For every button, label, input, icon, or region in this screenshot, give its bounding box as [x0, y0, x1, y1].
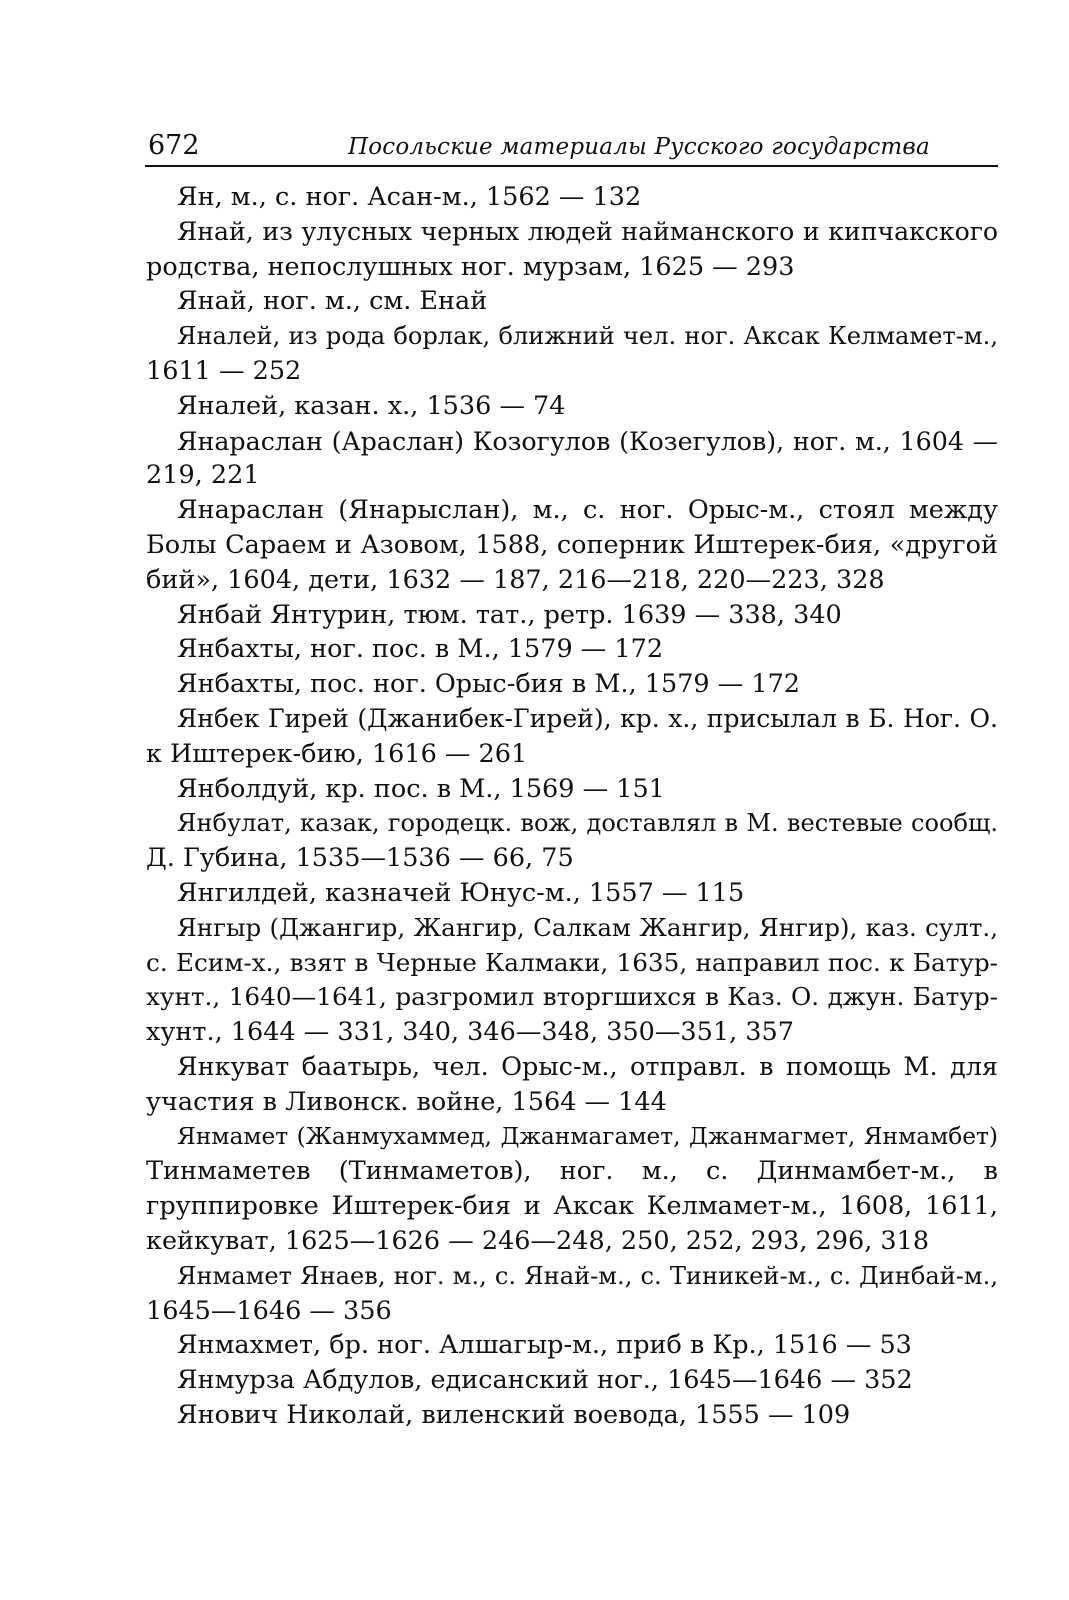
index-entry: [146, 1398, 998, 1433]
index-entry: [146, 806, 998, 876]
entry-line: родства, непослушных ног. мурзам, 1625 — 293: [146, 251, 795, 282]
entry-line: участия в Ливонск. войне, 1564 — 144: [146, 1086, 667, 1117]
entry-line: 1611 — 252: [146, 355, 302, 386]
entry-line: бий», 1604, дети, 1632 — 187, 216—218, 220—223, 328: [146, 564, 885, 595]
index-entry: [146, 1050, 998, 1120]
entry-line: Янбулат, казак, городецк. вож, доставлял в М. вестевые сообщ.: [177, 809, 998, 838]
entry-line: Янай, ног. м., см. Енай: [177, 286, 488, 317]
entry-line: Ян, м., с. ног. Асан-м., 1562 — 132: [177, 182, 642, 212]
entry-line: Яналей, казан. х., 1536 — 74: [177, 390, 566, 421]
index-entry: [146, 772, 998, 807]
index-entry: [146, 284, 998, 319]
entry-line: Янараслан (Араслан) Козогулов (Козегулов), ног. м., 1604 —: [177, 425, 998, 456]
entry-line: Д. Губина, 1535—1536 — 66, 75: [146, 843, 574, 874]
entry-line: Яналей, из рода борлак, ближний чел. ног. Аксак Келмамет-м.,: [177, 322, 998, 351]
index-entry: [146, 424, 998, 494]
page-header: [148, 126, 998, 168]
entry-line: Янболдуй, кр. пос. в М., 1569 — 151: [177, 773, 665, 804]
index-entry: [146, 876, 998, 911]
index-entry: [146, 598, 998, 633]
index-entry: [146, 911, 998, 1050]
entry-line: 219, 221: [146, 460, 260, 491]
index-entry: [146, 180, 998, 215]
entry-line: 1645—1646 — 356: [146, 1295, 392, 1326]
entry-line: группировке Иштерек-бия и Аксак Келмамет-м., 1608, 1611,: [146, 1191, 998, 1222]
entry-line: Янбек Гирей (Джанибек-Гирей), кр. х., присылал в Б. Ног. О.: [177, 703, 998, 733]
index-entry: [146, 1259, 998, 1329]
entry-line: кейкуват, 1625—1626 — 246—248, 250, 252, 293, 296, 318: [146, 1225, 930, 1256]
index-entry: [146, 1363, 998, 1398]
entry-line: Янбахты, пос. ног. Орыс-бия в М., 1579 — 172: [177, 669, 801, 700]
running-title: Посольские материалы Русского государства: [348, 134, 930, 160]
entry-line: хунт., 1644 — 331, 340, 346—348, 350—351, 357: [146, 1017, 794, 1048]
entry-line: Тинмаметев (Тинмаметов), ног. м., с. Динмамбет-м., в: [146, 1156, 998, 1187]
entry-line: Янгилдей, казначей Юнус-м., 1557 — 115: [177, 877, 745, 908]
index-entry: [146, 215, 998, 285]
entry-line: Янмурза Абдулов, едисанский ног., 1645—1646 — 352: [177, 1365, 913, 1396]
index-entry: [146, 632, 998, 667]
index-entry: [146, 1120, 998, 1259]
entry-line: Янай, из улусных черных людей найманского и кипчакского: [177, 216, 998, 246]
entry-line: хунт., 1640—1641, разгромил вторгшихся в Каз. О. джун. Батур-: [146, 982, 998, 1012]
index-entry: [146, 667, 998, 702]
page-number: 672: [148, 130, 200, 161]
index-entry: [146, 319, 998, 389]
entry-line: Янмахмет, бр. ног. Алшагыр-м., приб в Кр., 1516 — 53: [177, 1330, 912, 1361]
index-entries: [146, 180, 998, 1433]
index-entry: [146, 1328, 998, 1363]
entry-line: Янмамет (Жанмухаммед, Джанмагамет, Джанмагмет, Янмамбет): [177, 1122, 998, 1150]
index-entry: [146, 389, 998, 424]
entry-line: Янбай Янтурин, тюм. тат., ретр. 1639 — 338, 340: [177, 599, 842, 630]
index-entry: [146, 702, 998, 772]
entry-line: Янараслан (Янарыслан), м., с. ног. Орыс-м., стоял между: [177, 495, 998, 526]
entry-line: Янмамет Янаев, ног. м., с. Янай-м., с. Тиникей-м., с. Динбай-м.,: [177, 1261, 998, 1290]
entry-line: Янович Николай, виленский воевода, 1555 — 109: [177, 1399, 851, 1430]
entry-line: к Иштерек-бию, 1616 — 261: [146, 738, 528, 769]
header-rule: [145, 165, 998, 167]
index-entry: [146, 493, 998, 597]
entry-line: Янкуват баатырь, чел. Орыс-м., отправл. в помощь М. для: [177, 1051, 998, 1082]
entry-line: с. Есим-х., взят в Черные Калмаки, 1635, направил пос. к Батур-: [146, 947, 998, 977]
entry-line: Болы Сараем и Азовом, 1588, соперник Иштерек-бия, «другой: [146, 529, 998, 560]
entry-line: Янгыр (Джангир, Жангир, Салкам Жангир, Янгир), каз. султ.,: [177, 912, 998, 942]
entry-line: Янбахты, ног. пос. в М., 1579 — 172: [177, 634, 664, 665]
